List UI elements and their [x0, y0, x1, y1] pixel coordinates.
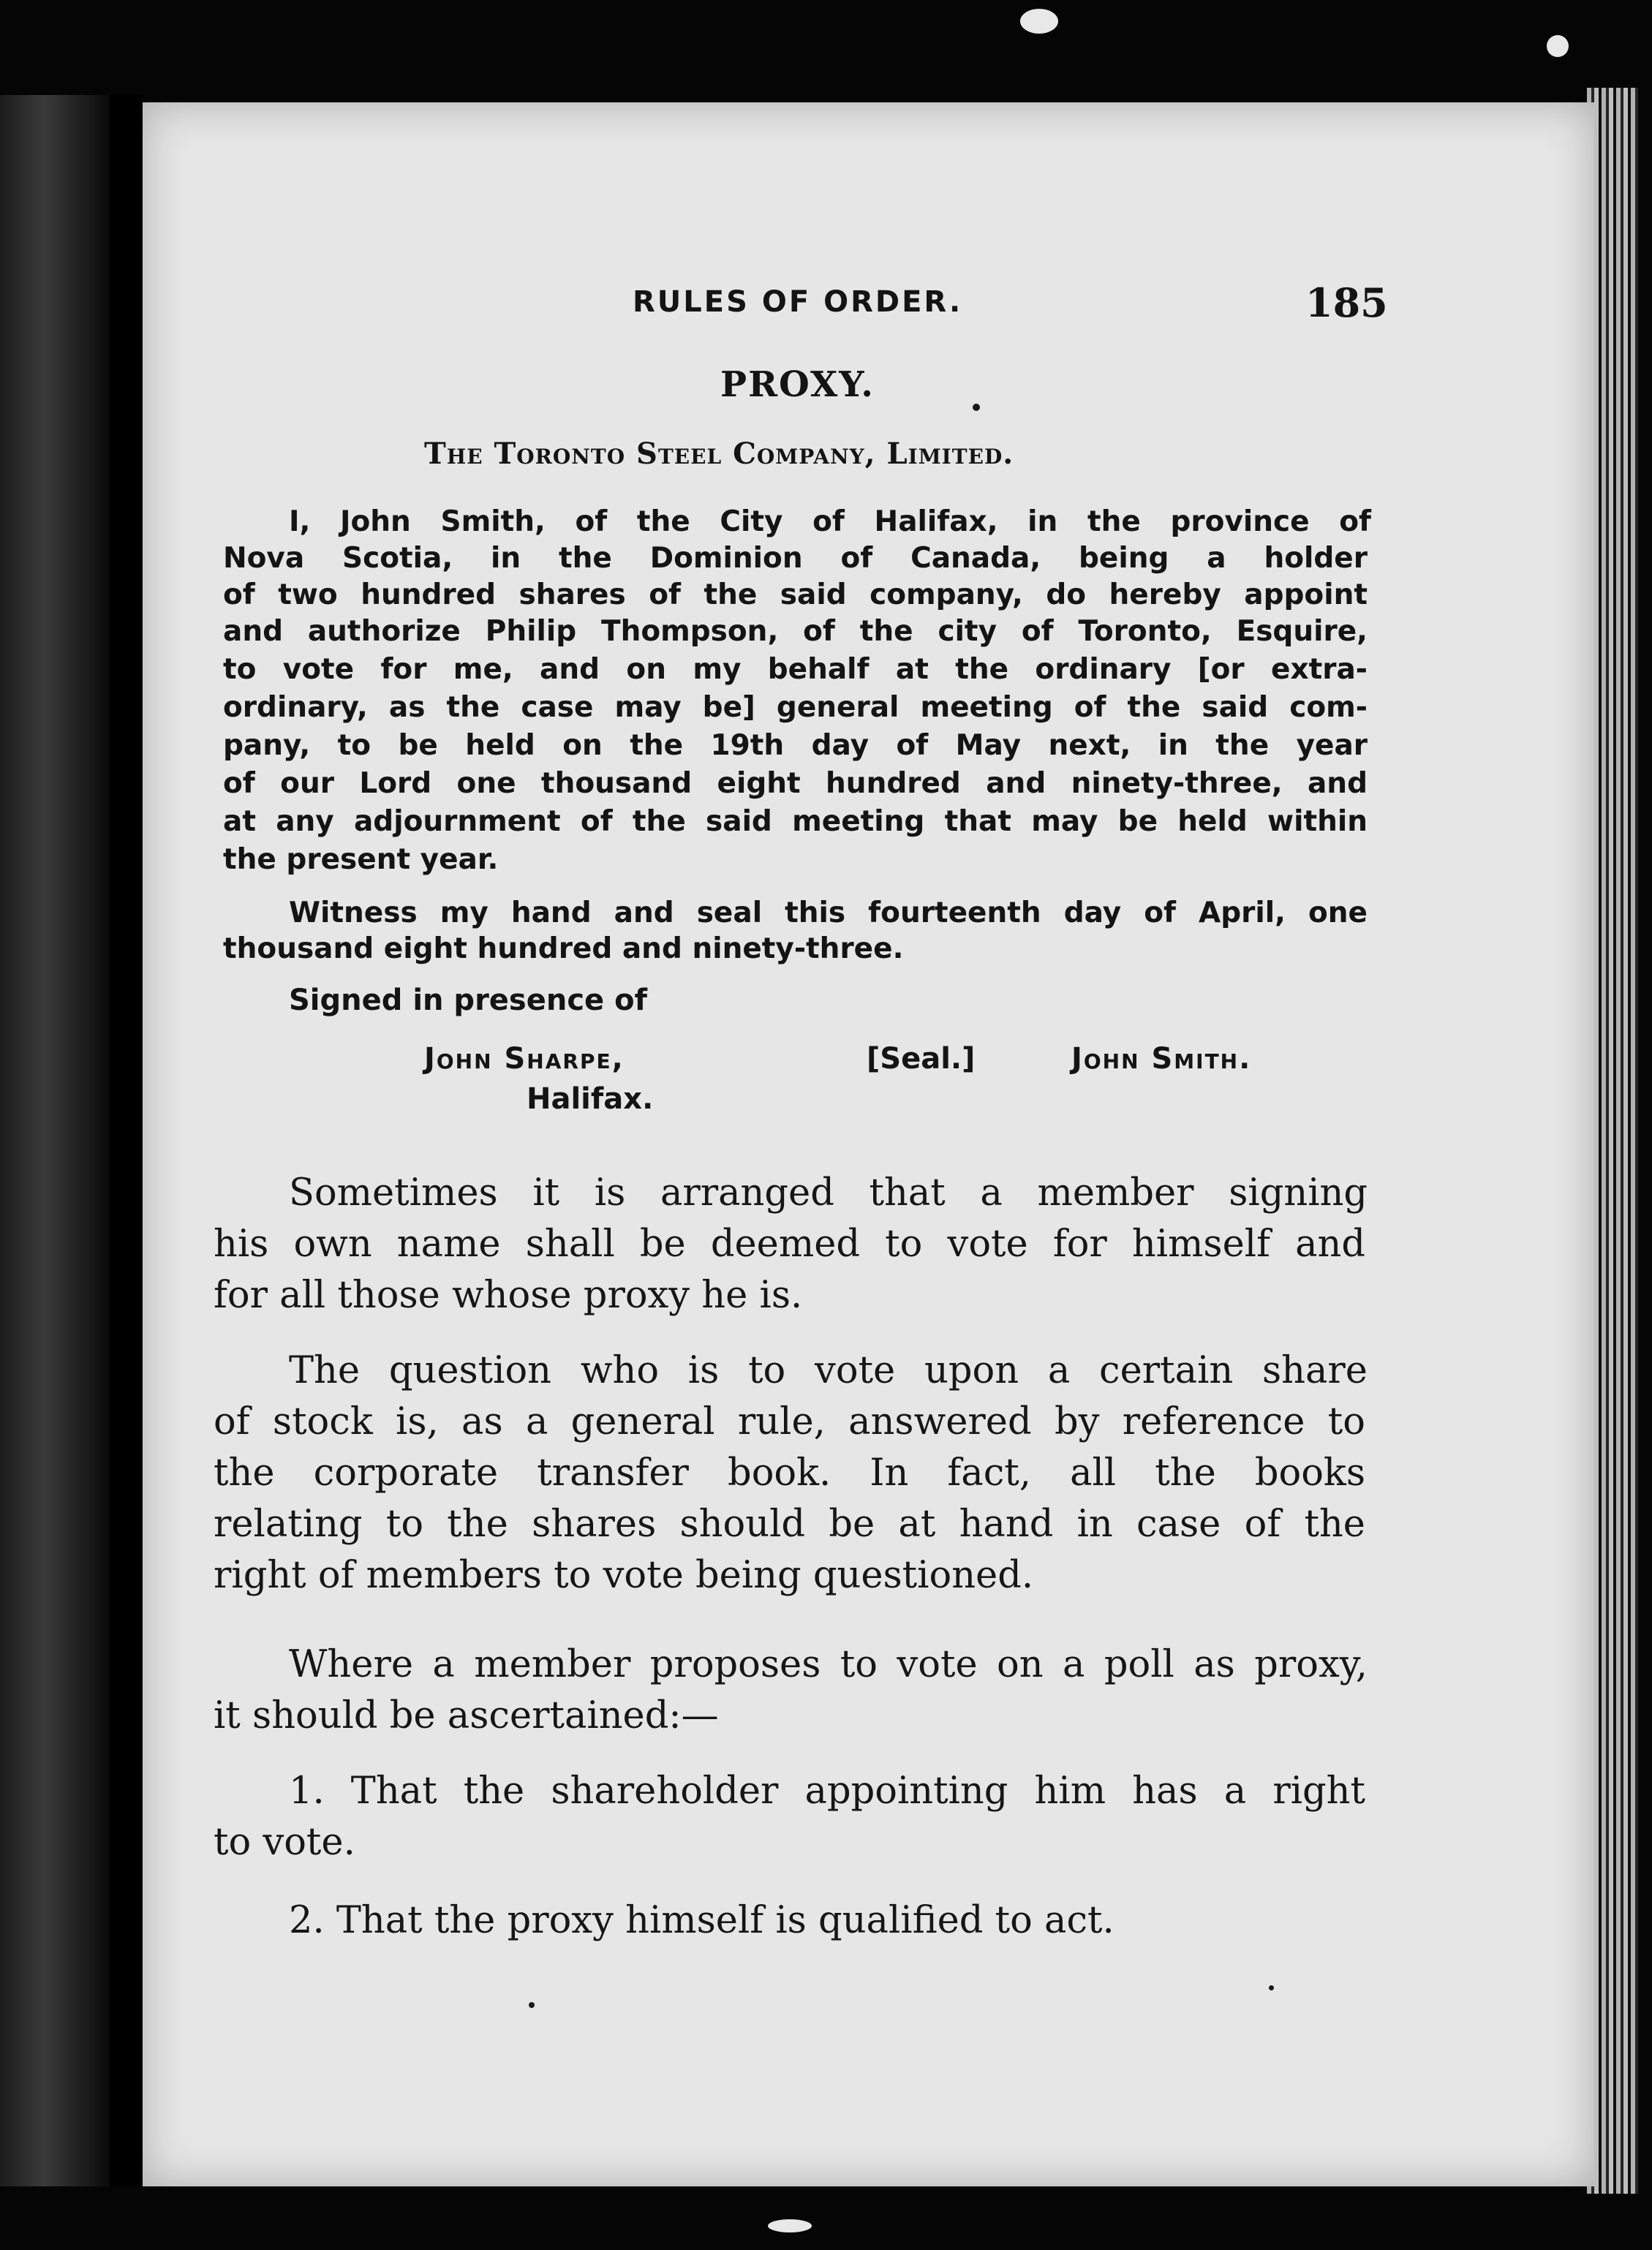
- form-paragraph-line: at any adjournment of the said meeting that may be held within: [223, 805, 1368, 838]
- body-line: for all those whose proxy he is.: [214, 1274, 803, 1317]
- body-line: Sometimes it is arranged that a member signing: [289, 1171, 1368, 1215]
- book-gutter: [110, 95, 143, 2186]
- scan-speck: [768, 2219, 812, 2232]
- form-paragraph-line: and authorize Philip Thompson, of the city of Toronto, Esquire,: [223, 615, 1368, 648]
- list-item-1-cont: to vote.: [214, 1821, 355, 1864]
- body-line: of stock is, as a general rule, answered by reference to: [214, 1400, 1365, 1443]
- seal-mark: [Seal.]: [867, 1042, 976, 1076]
- witness-name: John Sharpe,: [424, 1042, 625, 1076]
- company-name: The Toronto Steel Company, Limited.: [424, 437, 1014, 471]
- book-left-edge: [0, 95, 110, 2186]
- form-paragraph-line: ordinary, as the case may be] general meeting of the said com-: [223, 691, 1368, 724]
- form-paragraph-line: of our Lord one thousand eight hundred and ninety-three, and: [223, 767, 1368, 800]
- body-line: Where a member proposes to vote on a poll as proxy,: [289, 1643, 1368, 1686]
- book-page: [143, 102, 1594, 2186]
- page-speck: [973, 404, 980, 411]
- scan-speck: [1547, 35, 1569, 57]
- witness-place: Halifax.: [527, 1082, 654, 1116]
- page-stack-edge: [1587, 88, 1638, 2194]
- page-speck: [529, 2002, 535, 2008]
- running-head: RULES OF ORDER.: [633, 285, 963, 319]
- form-witness-line: thousand eight hundred and ninety-three.: [223, 932, 904, 965]
- list-item-1: 1. That the shareholder appointing him has a right: [289, 1770, 1365, 1813]
- body-line: his own name shall be deemed to vote for himself and: [214, 1223, 1365, 1266]
- body-line: relating to the shares should be at hand in case of the: [214, 1503, 1365, 1546]
- signed-in-presence: Signed in presence of: [289, 984, 647, 1017]
- body-line: it should be ascertained:—: [214, 1694, 719, 1737]
- list-item-2: 2. That the proxy himself is qualified to act.: [289, 1899, 1114, 1942]
- scan-speck: [1020, 9, 1058, 34]
- page-speck: [1269, 1985, 1274, 1990]
- form-paragraph-line: of two hundred shares of the said company, do hereby appoint: [223, 578, 1368, 611]
- form-paragraph-line: pany, to be held on the 19th day of May next, in the year: [223, 729, 1368, 762]
- body-line: right of members to vote being questioned.: [214, 1554, 1034, 1597]
- form-paragraph-line: to vote for me, and on my behalf at the ordinary [or extra-: [223, 653, 1368, 686]
- form-paragraph-line: I, John Smith, of the City of Halifax, in the province of: [289, 505, 1371, 538]
- signer-name: John Smith.: [1071, 1042, 1252, 1076]
- form-title: PROXY.: [720, 364, 875, 405]
- form-paragraph-line: the present year.: [223, 843, 499, 876]
- form-witness-line: Witness my hand and seal this fourteenth day of April, one: [289, 896, 1368, 929]
- body-line: The question who is to vote upon a certain share: [289, 1349, 1368, 1392]
- body-line: the corporate transfer book. In fact, all the books: [214, 1451, 1365, 1495]
- form-paragraph-line: Nova Scotia, in the Dominion of Canada, being a holder: [223, 542, 1368, 575]
- page-number: 185: [1305, 279, 1388, 326]
